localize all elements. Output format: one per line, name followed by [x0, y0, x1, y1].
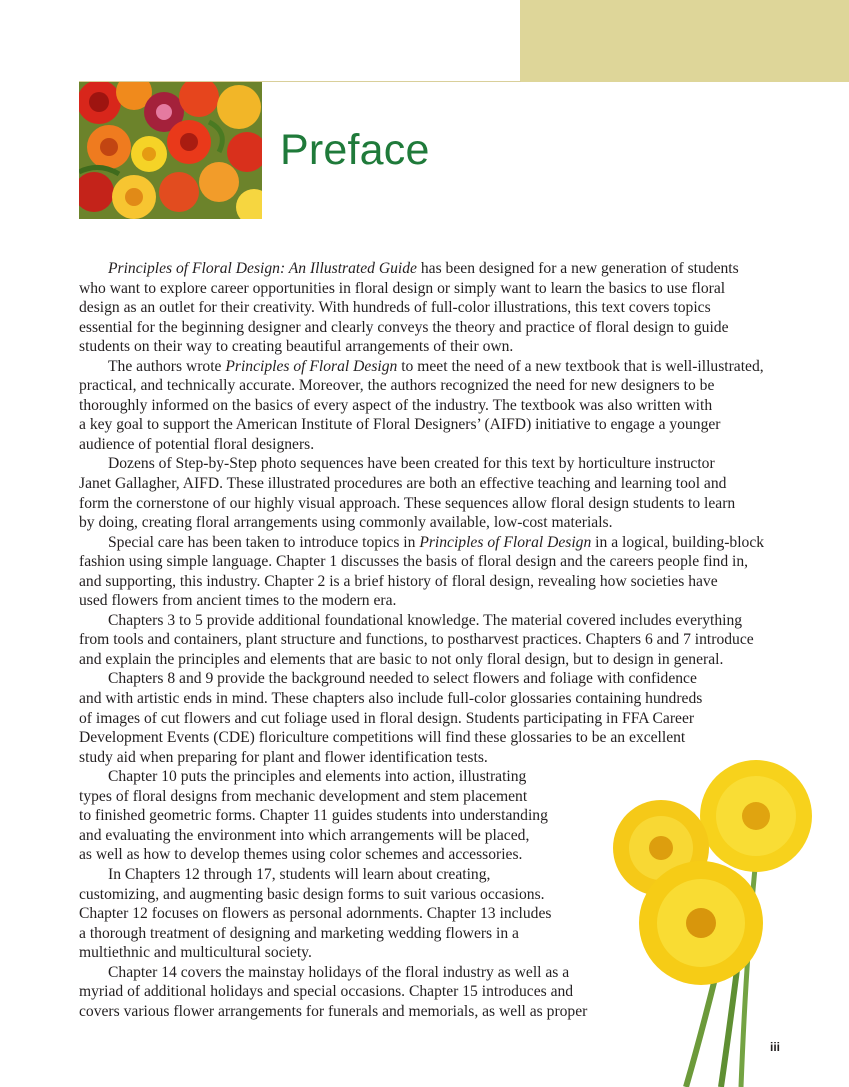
text-segment: as well as how to develop themes using color schemes and accessories.: [79, 846, 523, 864]
paragraph: [79, 454, 784, 532]
paragraph: [79, 533, 784, 611]
text-segment: essential for the beginning designer and clearly conveys the theory and practice of floral design to guide: [79, 318, 729, 336]
text-segment: a key goal to support the American Institute of Floral Designers’ (AIFD) initiative to engage a younger: [79, 416, 721, 434]
text-line: [79, 357, 784, 377]
text-segment: covers various flower arrangements for funerals and memorials, as well as proper: [79, 1002, 588, 1020]
text-line: [79, 669, 784, 689]
text-segment: Special care has been taken to introduce topics in: [108, 533, 420, 551]
text-segment: myriad of additional holidays and special occasions. Chapter 15 introduces and: [79, 983, 574, 1001]
text-segment: multiethnic and multicultural society.: [79, 944, 312, 962]
corner-color-block: [520, 0, 849, 82]
book-title-italic: Principles of Floral Design: [225, 357, 398, 375]
text-segment: a thorough treatment of designing and marketing wedding flowers in a: [79, 924, 519, 942]
text-segment: The authors wrote: [108, 357, 226, 375]
text-line: [79, 337, 784, 357]
text-segment: customizing, and augmenting basic design forms to suit various occasions.: [79, 885, 545, 903]
text-segment: Chapters 8 and 9 provide the background needed to select flowers and foliage with confidence: [108, 670, 697, 688]
text-segment: from tools and containers, plant structure and functions, to postharvest practices. Chapters 6 and 7 introduce: [79, 631, 754, 649]
text-line: [79, 376, 784, 396]
text-segment: students on their way to creating beautiful arrangements of their own.: [79, 338, 514, 356]
text-segment: and explain the principles and elements that are basic to not only floral design, but to design in general.: [79, 650, 724, 668]
text-segment: Chapters 3 to 5 provide additional foundational knowledge. The material covered includes everything: [108, 611, 743, 629]
text-segment: Chapter 12 focuses on flowers as personal adornments. Chapter 13 includes: [79, 905, 552, 923]
text-segment: Chapter 10 puts the principles and elements into action, illustrating: [108, 768, 527, 786]
text-line: [79, 494, 784, 514]
text-segment: has been designed for a new generation of students: [416, 260, 739, 277]
text-segment: thoroughly informed on the basics of every aspect of the industry. The textbook was also written with: [79, 396, 713, 414]
text-line: [79, 474, 784, 494]
paragraph: [79, 611, 784, 670]
text-segment: to finished geometric forms. Chapter 11 guides students into understanding: [79, 807, 548, 825]
text-segment: Development Events (CDE) floriculture competitions will find these glossaries to be an excellent: [79, 729, 686, 747]
text-line: [79, 259, 784, 279]
text-segment: design as an outlet for their creativity. With hundreds of full-color illustrations, this text covers topics: [79, 299, 711, 317]
text-line: [79, 689, 784, 709]
text-segment: study aid when preparing for plant and flower identification tests.: [79, 748, 488, 766]
text-segment: form the cornerstone of our highly visual approach. These sequences allow floral design students to learn: [79, 494, 736, 512]
daisy-flower-bottom: [639, 861, 763, 985]
text-line: [79, 298, 784, 318]
text-line: [79, 611, 784, 631]
text-segment: fashion using simple language. Chapter 1 discusses the basis of floral design and the careers people find in,: [79, 553, 749, 571]
text-segment: of images of cut flowers and cut foliage used in floral design. Students participating in FFA Career: [79, 709, 695, 727]
book-title-italic: Principles of Floral Design: [419, 533, 592, 551]
page-title: Preface: [280, 126, 430, 174]
text-segment: audience of potential floral designers.: [79, 435, 315, 453]
page-number: iii: [770, 1040, 781, 1054]
text-segment: types of floral designs from mechanic development and stem placement: [79, 787, 528, 805]
text-segment: and with artistic ends in mind. These chapters also include full-color glossaries containing hundreds: [79, 690, 703, 708]
text-segment: Dozens of Step-by-Step photo sequences have been created for this text by horticulture instructor: [108, 455, 715, 473]
text-segment: in a logical, building-block: [591, 533, 765, 551]
book-title-italic: Principles of Floral Design: An Illustrated Guide: [108, 260, 417, 277]
text-line: [79, 533, 784, 553]
bouquet-photo: [79, 82, 262, 219]
text-segment: Janet Gallagher, AIFD. These illustrated procedures are both an effective teaching and learning tool and: [79, 475, 727, 493]
paragraph: [79, 357, 784, 455]
text-line: [79, 650, 784, 670]
text-segment: to meet the need of a new textbook that is well-illustrated,: [397, 357, 764, 375]
paragraph: [79, 259, 784, 357]
daisy-flower-top-right: [700, 760, 812, 872]
text-segment: and supporting, this industry. Chapter 2 is a brief history of floral design, revealing how societies have: [79, 572, 718, 590]
text-line: [79, 435, 784, 455]
text-segment: who want to explore career opportunities in floral design or simply want to learn the basics to use floral: [79, 279, 726, 297]
text-line: [79, 454, 784, 474]
daisy-flowers-illustration: [606, 758, 849, 1087]
text-line: [79, 552, 784, 572]
text-line: [79, 279, 784, 299]
text-segment: used flowers from ancient times to the modern era.: [79, 592, 397, 610]
text-line: [79, 728, 784, 748]
text-segment: by doing, creating floral arrangements using commonly available, low-cost materials.: [79, 514, 613, 532]
bouquet-illustration: [79, 82, 262, 219]
text-line: [79, 709, 784, 729]
text-line: [79, 572, 784, 592]
text-segment: and evaluating the environment into which arrangements will be placed,: [79, 826, 530, 844]
text-segment: Chapter 14 covers the mainstay holidays of the floral industry as well as a: [108, 963, 570, 981]
paragraph: [79, 669, 784, 767]
text-line: [79, 318, 784, 338]
text-line: [79, 396, 784, 416]
text-segment: In Chapters 12 through 17, students will learn about creating,: [108, 865, 491, 883]
text-segment: practical, and technically accurate. Moreover, the authors recognized the need for new designers to be: [79, 377, 715, 395]
text-line: [79, 591, 784, 611]
text-line: [79, 630, 784, 650]
text-line: [79, 513, 784, 533]
text-line: [79, 415, 784, 435]
